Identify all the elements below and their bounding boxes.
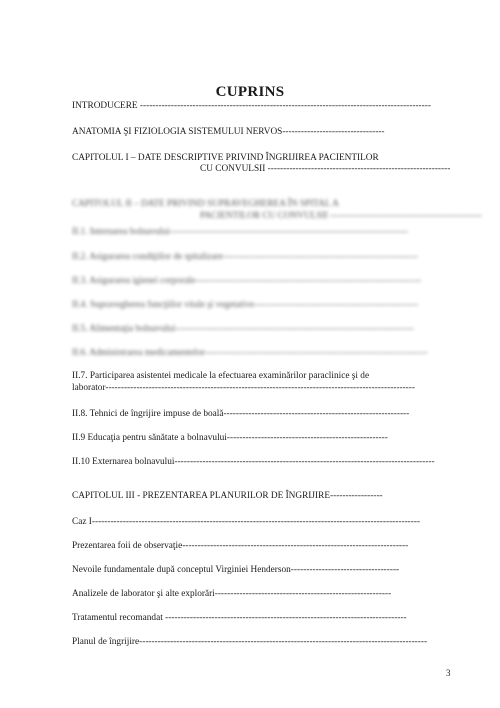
page-title: CUPRINS [215, 84, 285, 100]
toc-entry-capitolul-2-cont: PACIENTILOR CU CONVULSII ------------------------------------------------- [200, 211, 482, 221]
page-number: 3 [446, 668, 451, 678]
toc-entry-ii-4: II.4. Supravegherea funcţiilor vitale şi vegetative----------------------------------------------------- [72, 300, 419, 310]
toc-entry-ii-1: II.1. Internarea bolnavului----------------------------------------------------------------------------- [72, 227, 408, 237]
toc-entry-ii-9: II.9 Educaţia pentru sănătate a bolnavului---------------------------------------------------- [72, 433, 388, 443]
toc-entry-foaie-observatie: Prezentarea foii de observaţie------------------------------------------------------------------------- [72, 541, 409, 551]
toc-entry-ii-7-cont: laborator---------------------------------------------------------------------------------------------------- [72, 383, 415, 393]
toc-entry-ii-3: II.3. Asigurarea igienei corporale------------------------------------------------------------------------- [72, 276, 422, 286]
toc-entry-capitolul-1-cont: CU CONVULSII ----------------------------------------------------------- [200, 164, 451, 174]
toc-entry-capitolul-2: CAPITOLUL II – DATE PRIVIND SUPRAVEGHEREA ÎN SPITAL A [72, 199, 339, 209]
toc-entry-nevoile-fundamentale: Nevoile fundamentale după conceptul Virginiei Henderson----------------------------------- [72, 565, 400, 575]
toc-entry-ii-2: II.2. Asigurarea condiţiilor de spitalizare--------------------------------------------------------------- [72, 252, 418, 262]
toc-entry-caz-1: Caz I---------------------------------------------------------------------------------------------------------- [72, 517, 421, 527]
toc-entry-ii-6: II.6. Administrarea medicamentelor------------------------------------------------------------------------ [72, 348, 428, 358]
toc-entry-ii-8: II.8. Tehnici de îngrijire impuse de boală------------------------------------------------------------ [72, 409, 410, 419]
toc-entry-planul-ingrijire: Planul de îngrijire--------------------------------------------------------------------------------------------- [72, 637, 428, 647]
toc-entry-introducere: INTRODUCERE ---------------------------------------------------------------------------------------------- [72, 101, 431, 111]
toc-entry-capitolul-1: CAPITOLUL I – DATE DESCRIPTIVE PRIVIND ÎNGRIJIREA PACIENTILOR [72, 153, 379, 163]
toc-entry-analize-laborator: Analizele de laborator şi alte explorări--------------------------------------------------------- [72, 589, 392, 599]
toc-entry-ii-7: II.7. Participarea asistentei medicale la efectuarea examinărilor paraclinice şi de [72, 371, 370, 381]
toc-entry-tratament: Tratamentul recomandat ------------------------------------------------------------------------------ [72, 613, 407, 623]
toc-entry-ii-5: II.5. Alimentaţia bolnavului----------------------------------------------------------------------------- [72, 324, 414, 334]
toc-entry-anatomia: ANATOMIA ŞI FIZIOLOGIA SISTEMULUI NERVOS--------------------------------- [72, 127, 385, 137]
toc-entry-ii-10: II.10 Externarea bolnavului------------------------------------------------------------------------------------ [72, 457, 435, 467]
toc-entry-capitolul-3: CAPITOLUL III - PREZENTAREA PLANURILOR DE ÎNGRIJIRE----------------- [72, 491, 383, 501]
